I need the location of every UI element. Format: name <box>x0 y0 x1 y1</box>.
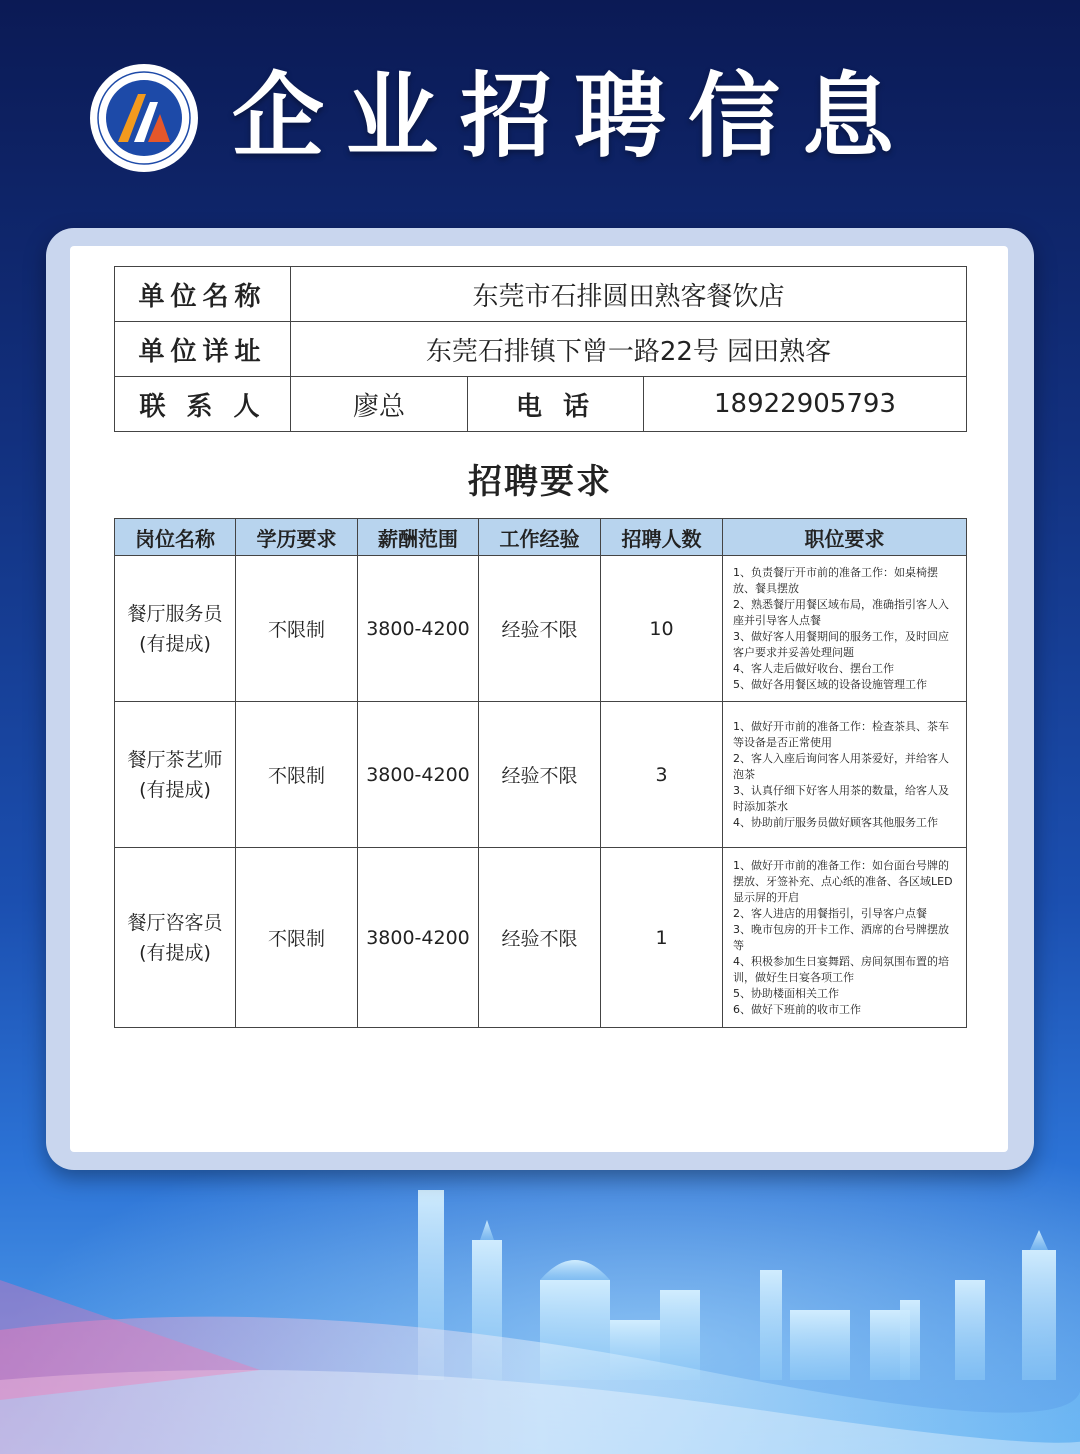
company-name-row <box>115 267 967 322</box>
job-count: 1 <box>601 848 723 1028</box>
requirement-item: 2、客人入座后询问客人用茶爱好，并给客人泡茶 <box>733 751 949 781</box>
requirement-item: 1、做好开市前的准备工作：如台面台号牌的摆放、牙签补充、点心纸的准备、各区域LED显示屏的开启 <box>733 858 953 904</box>
job-experience: 经验不限 <box>479 702 601 848</box>
requirement-item: 4、协助前厅服务员做好顾客其他服务工作 <box>733 815 938 829</box>
requirement-item: 6、做好下班前的收市工作 <box>733 1002 861 1016</box>
header-education: 学历要求 <box>236 519 358 556</box>
job-requirements <box>723 556 967 702</box>
contact-label: 联 系 人 <box>115 377 291 432</box>
job-salary: 3800-4200 <box>358 848 479 1028</box>
job-requirements <box>723 702 967 848</box>
job-title-line1: 餐厅服务员 <box>127 602 223 625</box>
header-position: 岗位名称 <box>115 519 236 556</box>
requirement-item: 5、协助楼面相关工作 <box>733 986 839 1000</box>
header-salary: 薪酬范围 <box>358 519 479 556</box>
job-title <box>115 702 236 848</box>
requirement-item: 2、熟悉餐厅用餐区域布局，准确指引客人入座并引导客人点餐 <box>733 597 949 627</box>
job-count: 3 <box>601 702 723 848</box>
company-name-label: 单位名称 <box>115 267 291 322</box>
job-experience: 经验不限 <box>479 848 601 1028</box>
job-title-line1: 餐厅茶艺师 <box>127 748 223 771</box>
job-row <box>115 702 967 848</box>
job-count: 10 <box>601 556 723 702</box>
phone-label: 电 话 <box>468 377 644 432</box>
requirement-item: 3、做好客人用餐期间的服务工作，及时回应客户要求并妥善处理问题 <box>733 629 949 659</box>
requirement-item: 3、认真仔细下好客人用茶的数量，给客人及时添加茶水 <box>733 783 949 813</box>
requirement-item: 5、做好各用餐区域的设备设施管理工作 <box>733 677 927 691</box>
section-title: 招聘要求 <box>468 462 612 502</box>
company-address-label: 单位详址 <box>115 322 291 377</box>
contact-value: 廖总 <box>291 377 468 432</box>
phone-value: 18922905793 <box>644 377 967 432</box>
header-count: 招聘人数 <box>601 519 723 556</box>
requirement-item: 2、客人进店的用餐指引，引导客户点餐 <box>733 906 927 920</box>
requirement-item: 4、客人走后做好收台、摆台工作 <box>733 661 894 675</box>
job-title <box>115 556 236 702</box>
page-title: 企业招聘信息 <box>232 62 917 170</box>
job-title-line2: (有提成) <box>139 941 211 964</box>
header-experience: 工作经验 <box>479 519 601 556</box>
job-title-line2: (有提成) <box>139 632 211 655</box>
job-salary: 3800-4200 <box>358 556 479 702</box>
job-title-line2: (有提成) <box>139 778 211 801</box>
job-requirements <box>723 848 967 1028</box>
job-salary: 3800-4200 <box>358 702 479 848</box>
job-title <box>115 848 236 1028</box>
requirement-item: 1、负责餐厅开市前的准备工作：如桌椅摆放、餐具摆放 <box>733 565 938 595</box>
city-skyline-graphic <box>0 1170 1080 1454</box>
company-name-value: 东莞市石排圆田熟客餐饮店 <box>291 267 967 322</box>
job-experience: 经验不限 <box>479 556 601 702</box>
company-address-row <box>115 322 967 377</box>
header-requirements: 职位要求 <box>723 519 967 556</box>
job-row <box>115 556 967 702</box>
company-address-value: 东莞石排镇下曾一路22号 园田熟客 <box>291 322 967 377</box>
job-education: 不限制 <box>236 556 358 702</box>
jobs-header-row <box>115 519 967 556</box>
jobs-table <box>114 518 967 1028</box>
job-education: 不限制 <box>236 702 358 848</box>
company-info-table <box>114 266 967 432</box>
company-contact-row <box>115 377 967 432</box>
job-row <box>115 848 967 1028</box>
requirement-item: 1、做好开市前的准备工作：检查茶具、茶车等设备是否正常使用 <box>733 719 949 749</box>
job-education: 不限制 <box>236 848 358 1028</box>
requirement-item: 3、晚市包房的开卡工作、酒席的台号牌摆放等 <box>733 922 949 952</box>
requirement-item: 4、积极参加生日宴舞蹈、房间氛围布置的培训，做好生日宴各项工作 <box>733 954 949 984</box>
job-title-line1: 餐厅咨客员 <box>127 911 223 934</box>
bureau-logo <box>88 62 200 174</box>
